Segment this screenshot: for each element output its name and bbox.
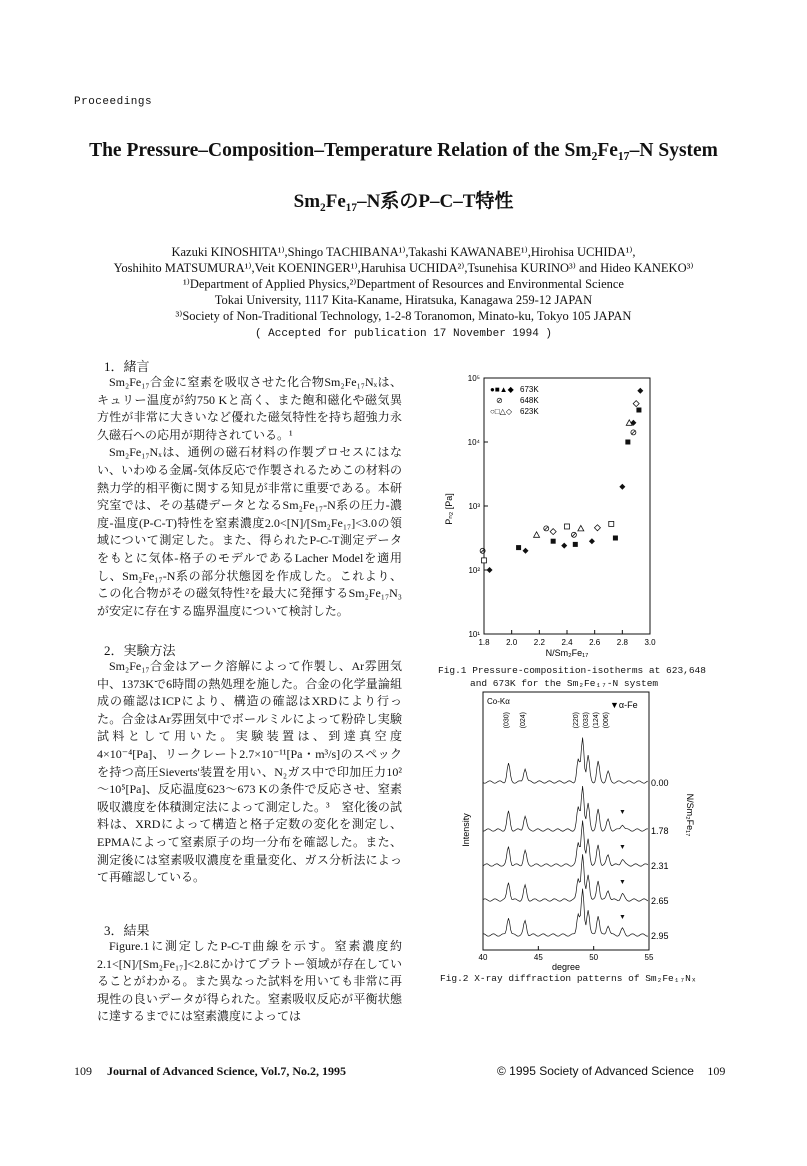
fig2-source-label: Co-Kα bbox=[487, 697, 510, 706]
footer-copyright: © 1995 Society of Advanced Science bbox=[497, 1064, 694, 1078]
figure-2-caption: Fig.2 X-ray diffraction patterns of Sm₂Fe₁₇Nₓ bbox=[440, 973, 697, 984]
fig1-ytick-label: 10¹ bbox=[468, 630, 480, 639]
fig2-x-axis bbox=[479, 946, 654, 962]
fig2-pattern-label: 1.78 bbox=[651, 826, 669, 836]
figure-1-caption-line-1: Fig.1 Pressure-composition-isotherms at 623,648 bbox=[438, 665, 706, 676]
affiliation-line-2: Tokai University, 1117 Kita-Kaname, Hiratsuka, Kanagawa 259-12 JAPAN bbox=[214, 293, 593, 307]
fig2-pattern-line bbox=[483, 821, 648, 867]
method-paragraph-1: Sm₂Fe₁₇合金はアーク溶解によって作製し、Ar雰囲気中、1373Kで6時間の熱処理を施した。合金の化学量論組成の確認はICPにより、構造の確認はXRDにより行った。合金はAr雰囲気中でボールミルによって粉砕し実験試料として用いた。実験装置は、到達真空度4×10⁻⁴[Pa]、リークレート2.7×10⁻¹¹[Pa・m³/s]のスペックを持つ高圧Sieverts'装置を用い、N₂ガス中で印加圧力10²～10⁵[Pa]、反応温度623～673 Kの条件で反応させ、窒素吸収濃度を体積測定法によって測定した。³ 窒化後の試料は、XRDによって構造と格子定数の変化を測定し、EPMAによって窒素原子の均一分布を確認した。また、測定後には窒素吸収濃度を重量変化、ガス分析法によって再確認している。 bbox=[97, 659, 402, 885]
legend-648k-label: 648K bbox=[520, 396, 539, 405]
fig2-peak-label: (006) bbox=[603, 712, 611, 729]
fig1-point-648k-slash bbox=[572, 533, 576, 537]
fig1-point-623k bbox=[633, 401, 639, 407]
fig2-peak-labels bbox=[503, 712, 610, 728]
fig1-ytick-label: 10⁴ bbox=[467, 438, 480, 447]
fig1-point-673k bbox=[636, 408, 641, 413]
fig1-ytick-label: 10⁵ bbox=[467, 374, 480, 383]
fig2-peak-label: (030) bbox=[503, 712, 511, 729]
fig2-pattern-line bbox=[483, 854, 648, 901]
authors-line-2: Yoshihito MATSUMURA¹⁾,Veit KOENINGER¹⁾,Haruhisa UCHIDA²⁾,Tsunehisa KURINO³⁾ and Hideo KANEKO³⁾ bbox=[113, 261, 694, 275]
fig1-point-673k bbox=[637, 388, 643, 394]
fig1-x-axis bbox=[478, 630, 656, 647]
fig1-ytick-label: 10³ bbox=[468, 502, 480, 511]
fig2-pattern-label: 2.31 bbox=[651, 861, 669, 871]
fig1-frame bbox=[484, 378, 650, 634]
fig2-frame bbox=[483, 692, 649, 950]
fig2-pattern-line bbox=[483, 738, 648, 784]
fig1-xtick-label: 1.8 bbox=[478, 638, 490, 647]
fig1-point-673k bbox=[573, 542, 578, 547]
legend-623k-label: 623K bbox=[520, 407, 539, 416]
fig2-pattern-label: 2.65 bbox=[651, 896, 669, 906]
fig2-pattern-line bbox=[483, 786, 648, 831]
fig1-xtick-label: 2.0 bbox=[506, 638, 518, 647]
legend-648k-symbols: ⊘ bbox=[496, 396, 503, 405]
paper-title-en: The Pressure–Composition–Temperature Relation of the Sm₂Fe₁₇–N System bbox=[89, 140, 718, 161]
fig1-xtick-label: 2.4 bbox=[561, 638, 573, 647]
authors-line-1: Kazuki KINOSHITA¹⁾,Shingo TACHIBANA¹⁾,Takashi KAWANABE¹⁾,Hirohisa UCHIDA¹⁾, bbox=[171, 245, 636, 259]
fig1-ytick-label: 10² bbox=[468, 566, 480, 575]
section-heading-intro: 1．緒言 bbox=[104, 359, 150, 374]
fig2-pattern-label: 2.95 bbox=[651, 931, 669, 941]
fig2-right-label: N/Sm₂Fe₁₇ bbox=[685, 793, 695, 837]
fig1-point-673k bbox=[487, 567, 493, 573]
legend-673k-symbols: ●■▲◆ bbox=[490, 385, 514, 394]
fig2-peak-label: (220) bbox=[573, 712, 581, 729]
fig1-xtick-label: 3.0 bbox=[644, 638, 656, 647]
results-paragraph-1: Figure.1に測定したP-C-T曲線を示す。窒素濃度約2.1<[N]/[Sm₂Fe₁₇]<2.8にかけてプラトー領域が存在していることがわかる。また異なった試料を用いても非常に再現性の良いデータが得られた。窒素吸収反応が平衡状態に達するまでには窒素濃度によっては bbox=[97, 939, 402, 1024]
footer-page-number-right: 109 bbox=[707, 1064, 726, 1078]
alpha-fe-marker-icon bbox=[620, 810, 624, 814]
fig1-point-623k bbox=[482, 558, 487, 563]
accepted-date: ( Accepted for publication 17 November 1994 ) bbox=[254, 328, 553, 340]
fig1-point-623k bbox=[550, 529, 556, 535]
fig1-ylabel: Pₙ₂ [Pa] bbox=[444, 493, 454, 525]
fig2-xtick-label: 55 bbox=[644, 953, 654, 962]
legend-673k-label: 673K bbox=[520, 385, 539, 394]
fig1-point-673k bbox=[551, 539, 556, 544]
affiliation-line-1: ¹⁾Department of Applied Physics,²⁾Department of Resources and Environmental Science bbox=[183, 277, 624, 291]
fig1-point-623k bbox=[609, 521, 614, 526]
affiliation-line-3: ³⁾Society of Non-Traditional Technology, 1-2-8 Toranomon, Minato-ku, Tokyo 105 JAPAN bbox=[175, 309, 632, 323]
fig2-patterns bbox=[483, 738, 669, 942]
fig1-point-673k bbox=[561, 543, 567, 549]
fig2-pattern-label: 0.00 bbox=[651, 778, 669, 788]
fig2-xlabel: degree bbox=[551, 962, 581, 972]
fig1-legend bbox=[490, 385, 539, 416]
alpha-fe-marker-icon bbox=[620, 845, 624, 849]
fig2-xtick-label: 40 bbox=[478, 953, 488, 962]
fig1-xtick-label: 2.6 bbox=[589, 638, 601, 647]
alpha-fe-marker-icon bbox=[620, 915, 624, 919]
intro-text bbox=[97, 374, 402, 620]
fig1-point-673k bbox=[619, 484, 625, 490]
fig2-peak-label: (124) bbox=[593, 712, 601, 729]
fig1-point-673k bbox=[523, 548, 529, 554]
method-text bbox=[97, 658, 402, 887]
fig2-peak-label: (024) bbox=[520, 712, 528, 729]
fig1-point-648k-slash bbox=[631, 430, 635, 434]
fig1-point-673k bbox=[589, 538, 595, 544]
fig2-xtick-label: 45 bbox=[533, 953, 543, 962]
fig1-point-623k bbox=[534, 532, 540, 538]
fig2-pattern-line bbox=[483, 889, 648, 937]
results-text bbox=[97, 938, 402, 1026]
intro-paragraph-1: Sm₂Fe₁₇合金に窒素を吸収させた化合物Sm₂Fe₁₇Nₓは、キュリー温度が約750 Kと高く、また飽和磁化や磁気異方性が非常に大きいなど優れた磁気特性を持ち超強力永久磁石への応用が期待されている。¹ bbox=[97, 375, 402, 442]
fig1-point-648k-slash bbox=[544, 526, 548, 530]
fig1-point-673k bbox=[613, 536, 618, 541]
fig1-xlabel: N/Sm₂Fe₁₇ bbox=[545, 648, 589, 658]
section-heading-results: 3．結果 bbox=[104, 923, 150, 938]
fig1-y-axis bbox=[468, 374, 488, 639]
fig1-point-673k bbox=[516, 545, 521, 550]
fig1-xtick-label: 2.2 bbox=[533, 638, 545, 647]
fig2-peak-label: (033) bbox=[583, 712, 591, 729]
fig2-ylabel: Intensity bbox=[461, 813, 471, 847]
figure-1-caption-line-2: and 673K for the Sm₂Fe₁₇-N system bbox=[470, 678, 659, 689]
alpha-fe-marker-icon bbox=[620, 880, 624, 884]
figure-2-xrd-plot bbox=[455, 690, 715, 1008]
fig1-point-623k bbox=[565, 524, 570, 529]
fig1-xtick-label: 2.8 bbox=[616, 638, 628, 647]
intro-paragraph-2: Sm₂Fe₁₇Nₓは、通例の磁石材料の作製プロセスにはない、いわゆる金属-気体反応で作製されるためこの材料の熱力学的相平衡に関する知見が非常に重要である。本研究室では、その基礎データとなるSm₂Fe₁₇-N系の圧力-濃度-温度(P-C-T)特性を窒素濃度2.0<[N]/[Sm₂Fe₁₇]<3.0の領域について測定した。また、得られたP-C-T測定データをもとに気体-格子のモデルであるLacher Modelを適用し、Sm₂Fe₁₇-N系の部分状態図を作成した。これより、この化合物がその磁気特性²を最大に発揮するSm₂Fe₁₇N₃が安定に存在する臨界温度について検討した。 bbox=[97, 445, 402, 618]
figure-1-pct-plot bbox=[440, 364, 680, 664]
fig1-point-623k bbox=[594, 525, 600, 531]
fig2-alpha-fe-label: ▼α-Fe bbox=[610, 700, 638, 710]
fig1-point-673k bbox=[625, 440, 630, 445]
footer-right bbox=[497, 1064, 725, 1079]
footer-page-number-left: 109 bbox=[74, 1064, 92, 1078]
footer-left bbox=[74, 1064, 346, 1079]
header-label: Proceedings bbox=[74, 96, 153, 108]
paper-title-jp: Sm₂Fe₁₇–N系のP–C–T特性 bbox=[293, 191, 514, 212]
fig2-xtick-label: 50 bbox=[589, 953, 599, 962]
section-heading-method: 2．実験方法 bbox=[104, 643, 176, 658]
legend-623k-symbols: ○□△◇ bbox=[490, 407, 512, 416]
footer-journal: Journal of Advanced Science, Vol.7, No.2, 1995 bbox=[107, 1064, 347, 1078]
fig1-point-623k bbox=[578, 525, 584, 531]
